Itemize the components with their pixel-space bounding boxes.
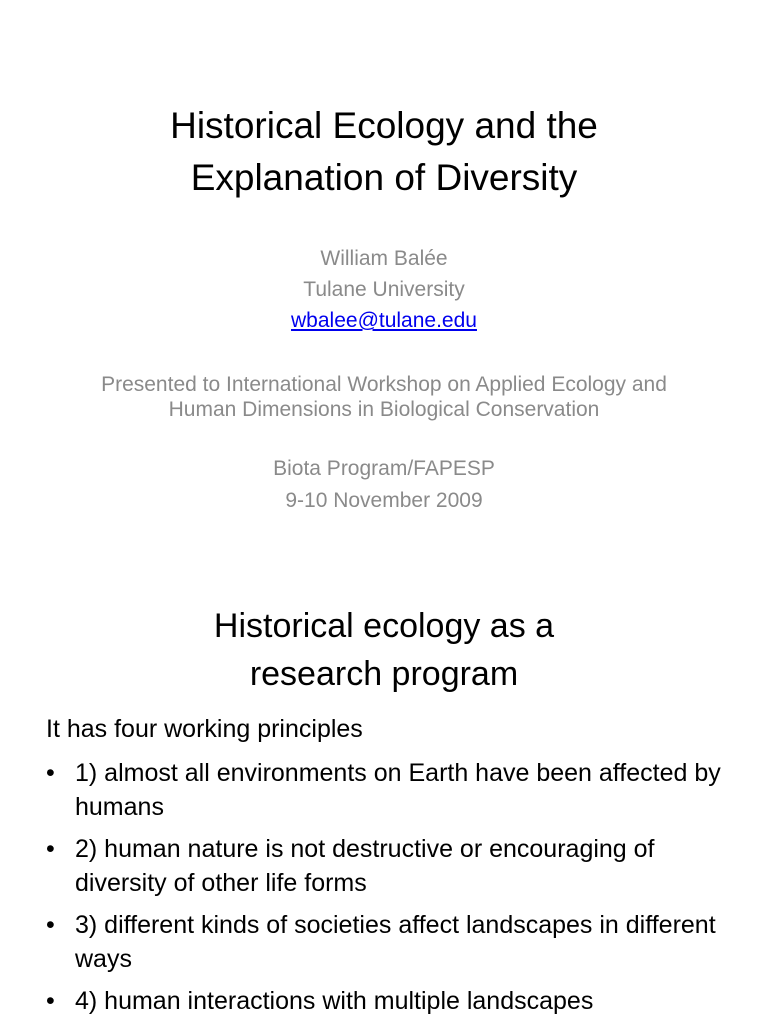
author-name: William Balée [320,247,448,270]
list-item-text: 4) human interactions with multiple landscapes [75,987,594,1015]
list-item [46,756,736,824]
event-info [0,453,768,517]
program-name: Biota Program/FAPESP [273,457,495,480]
email-link[interactable]: wbalee@tulane.edu [291,309,477,332]
institution-name: Tulane University [303,278,465,301]
slide1-title-line1: Historical Ecology and the [170,105,598,146]
list-item [46,908,736,976]
slide2-title-line1: Historical ecology as a [213,607,555,645]
bullet-icon: • [46,835,55,863]
slide1-title [0,100,768,204]
bullet-icon: • [46,759,55,787]
principles-intro: It has four working principles [46,715,363,743]
event-date: 9-10 November 2009 [285,489,483,512]
bullet-icon: • [46,911,55,939]
author-block [0,243,768,336]
slide2-title [0,602,768,698]
list-item [46,832,736,900]
list-item-text: 2) human nature is not destructive or encouraging of diversity of other life forms [75,835,655,897]
presented-text: Presented to International Workshop on Applied Ecology and Human Dimensions in Biological Conservation [101,373,667,421]
slide2-title-line2: research program [249,655,519,693]
list-item-text: 1) almost all environments on Earth have been affected by humans [75,759,721,821]
list-item [46,984,736,1018]
slide1-title-line2: Explanation of Diversity [190,157,578,198]
list-item-text: 3) different kinds of societies affect landscapes in different ways [75,911,716,973]
principles-list [46,756,736,1024]
bullet-icon: • [46,987,55,1015]
